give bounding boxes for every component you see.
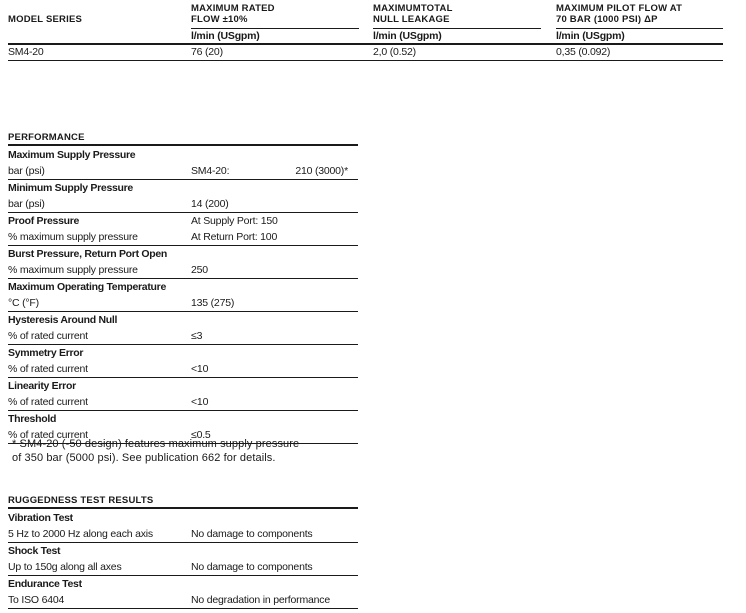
performance-table — [8, 147, 358, 444]
spec-symmetry-error: Symmetry Error % of rated current <10 — [8, 345, 358, 378]
ruggedness-title: RUGGEDNESS TEST RESULTS — [8, 495, 154, 506]
test-vibration: Vibration Test 5 Hz to 2000 Hz along each axis No damage to components — [8, 510, 358, 543]
spec-max-operating-temperature: Maximum Operating Temperature °C (°F) 135 (275) — [8, 279, 358, 312]
unit-label-leakage: l/min (USgpm) — [373, 30, 442, 42]
test-endurance: Endurance Test To ISO 6404 No degradation in performance — [8, 576, 358, 609]
model-header-1: MODEL SERIES — [8, 13, 83, 25]
header-rule-4 — [556, 28, 723, 29]
model-header-2: MAXIMUM RATED FLOW ±10% — [191, 3, 275, 25]
spec-hysteresis: Hysteresis Around Null % of rated current ≤3 — [8, 312, 358, 345]
header-rule-3 — [373, 28, 541, 29]
pilot-flow-value: 0,35 (0.092) — [556, 46, 611, 58]
model-header-3: MAXIMUMTOTAL NULL LEAKAGE — [373, 3, 453, 25]
spec-linearity-error: Linearity Error % of rated current <10 — [8, 378, 358, 411]
rated-flow-value: 76 (20) — [191, 46, 223, 58]
unit-label-pilot: l/min (USgpm) — [556, 30, 625, 42]
test-shock: Shock Test Up to 150g along all axes No damage to components — [8, 543, 358, 576]
spec-min-supply-pressure: Minimum Supply Pressure bar (psi) 14 (200) — [8, 180, 358, 213]
performance-title-rule — [8, 144, 358, 146]
model-header-4: MAXIMUM PILOT FLOW AT 70 BAR (1000 PSI) ΔP — [556, 3, 683, 25]
performance-footnote: * SM4-20 (-50 design) features maximum supply pressure of 350 bar (5000 psi). See publication 662 for details. — [12, 438, 300, 464]
spec-proof-pressure: Proof Pressure % maximum supply pressure At Supply Port: 150 At Return Port: 100 — [8, 213, 358, 246]
performance-title: PERFORMANCE — [8, 132, 85, 143]
ruggedness-title-rule — [8, 507, 358, 509]
header-rule-2 — [191, 28, 359, 29]
spec-threshold: Threshold % of rated current ≤0.5 — [8, 411, 358, 444]
spec-burst-pressure: Burst Pressure, Return Port Open % maximum supply pressure 250 — [8, 246, 358, 279]
ruggedness-table — [8, 510, 358, 609]
unit-label-flow: l/min (USgpm) — [191, 30, 260, 42]
spec-max-supply-pressure: Maximum Supply Pressure bar (psi) SM4-20: 210 (3000)* — [8, 147, 358, 180]
model-series-value: SM4-20 — [8, 46, 44, 58]
null-leakage-value: 2,0 (0.52) — [373, 46, 416, 58]
model-table-rule — [8, 43, 723, 45]
model-table-bottom-rule — [8, 60, 723, 61]
